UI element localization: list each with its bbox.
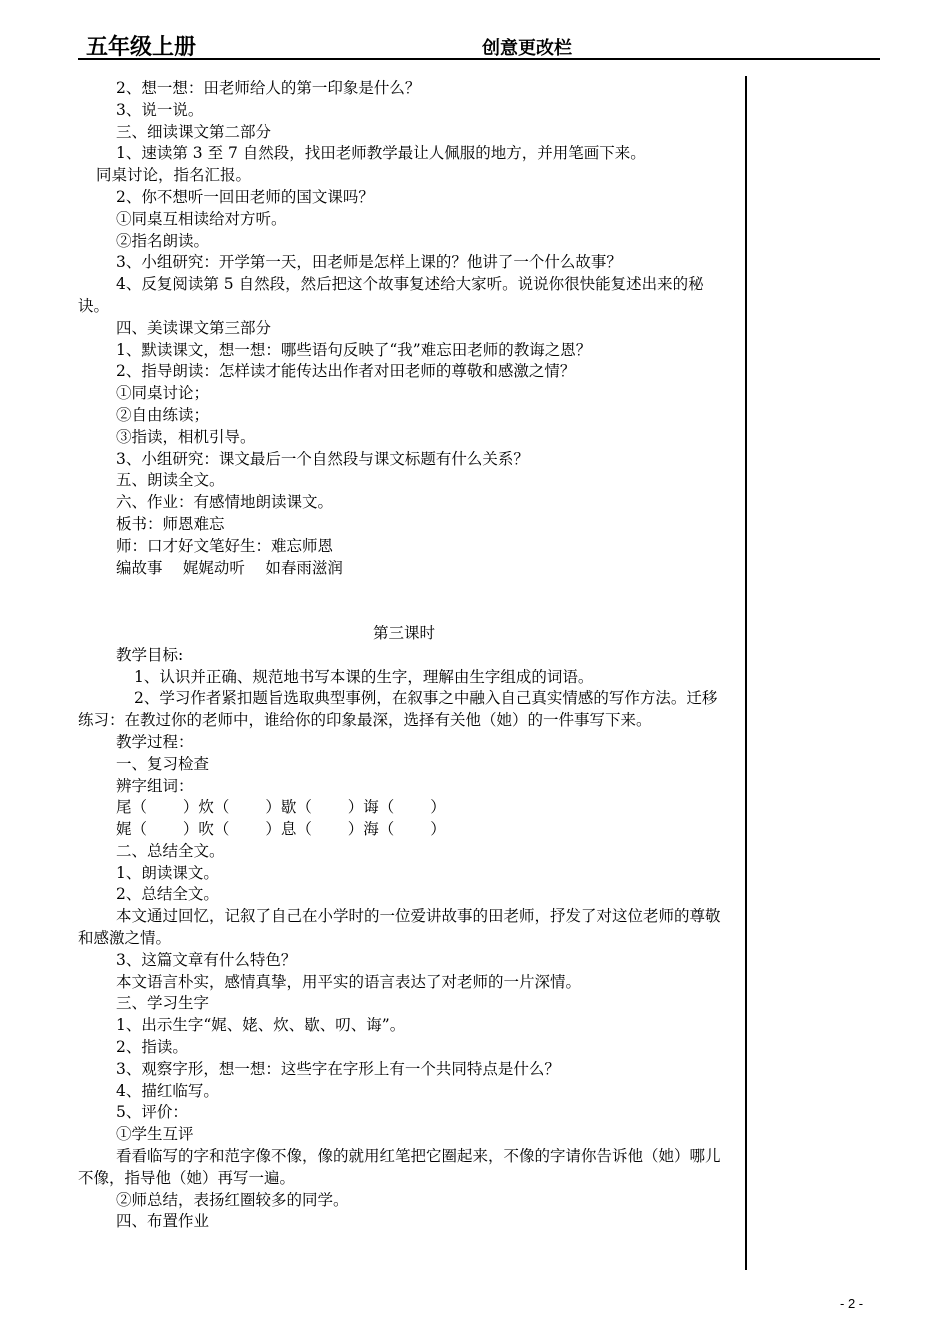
section-heading: 三、细读课文第二部分: [116, 122, 272, 141]
lesson-body: [78, 78, 730, 1233]
character-exercise-line: 尾（ ）炊（ ）歇（ ）诲（ ）: [116, 798, 446, 817]
text-line: 2、总结全文。: [116, 885, 219, 904]
section-heading: 五、朗读全文。: [116, 471, 225, 490]
text-line: 5、评价：: [116, 1103, 188, 1122]
section-heading: 三、学习生字: [116, 994, 210, 1013]
text-paragraph: 本文通过回忆，记叙了自己在小学时的一位爱讲故事的田老师，抒发了对这位老师的尊敬和感激之情。: [78, 907, 721, 948]
text-line: ②指名朗读。: [116, 231, 210, 250]
text-line: 4、描红临写。: [116, 1081, 219, 1100]
text-line: 1、出示生字“娓、姥、炊、歇、叨、诲”。: [116, 1016, 406, 1035]
text-line: 2、你不想听一回田老师的国文课吗？: [116, 187, 374, 206]
section-heading: 二、总结全文。: [116, 841, 225, 860]
text-line: ①同桌讨论；: [116, 384, 210, 403]
text-line: ②师总结，表扬红圈较多的同学。: [116, 1190, 349, 1209]
text-line: 3、观察字形，想一想：这些字在字形上有一个共同特点是什么？: [116, 1059, 560, 1078]
text-line: 辨字组词：: [116, 776, 194, 795]
page-number: - 2 -: [840, 1296, 864, 1311]
section-heading: 教学过程：: [116, 732, 194, 751]
text-paragraph: 4、反复阅读第 5 自然段，然后把这个故事复述给大家听。说说你很快能复述出来的秘诀。: [78, 275, 704, 315]
revision-column-divider: [745, 76, 747, 1270]
text-line: 1、朗读课文。: [116, 863, 219, 882]
revision-column-title: 创意更改栏: [482, 38, 572, 59]
text-line: 2、想一想：田老师给人的第一印象是什么？: [116, 79, 421, 97]
text-line: ③指读，相机引导。: [116, 427, 256, 446]
character-exercise-line: 娓（ ）吹（ ）息（ ）海（ ）: [116, 820, 446, 839]
text-line: 3、小组研究：开学第一天，田老师是怎样上课的？他讲了一个什么故事？: [116, 253, 622, 272]
page-header: [78, 28, 880, 60]
text-line: ②自由练读；: [116, 405, 210, 424]
text-line: ①学生互评: [116, 1125, 194, 1144]
text-line: ①同桌互相读给对方听。: [116, 209, 287, 228]
section-heading: 四、美读课文第三部分: [116, 318, 272, 337]
text-line: 本文语言朴实，感情真挚，用平实的语言表达了对老师的一片深情。: [116, 972, 582, 991]
blackboard-title: 板书：师恩难忘: [116, 514, 225, 533]
text-line: 2、指读。: [116, 1038, 188, 1057]
section-heading: 六、作业：有感情地朗读课文。: [116, 493, 334, 512]
lesson-period-title: 第三课时: [372, 623, 435, 642]
text-line: 1、认识并正确、规范地书写本课的生字，理解由生字组成的词语。: [134, 667, 594, 686]
text-line: 1、默读课文，想一想：哪些语句反映了“我”难忘田老师的教诲之恩？: [116, 340, 592, 359]
text-line: 同桌讨论，指名汇报。: [96, 166, 252, 185]
text-line: 2、指导朗读：怎样读才能传达出作者对田老师的尊敬和感激之情？: [116, 362, 576, 381]
text-line: 3、说一说。: [116, 100, 204, 119]
text-line: 3、小组研究：课文最后一个自然段与课文标题有什么关系？: [116, 449, 529, 468]
grade-title: 五年级上册: [86, 35, 197, 60]
section-heading: 四、布置作业: [116, 1212, 210, 1231]
text-paragraph: 2、学习作者紧扣题旨选取典型事例，在叙事之中融入自己真实情感的写作方法。迁移练习：在教过你的老师中，谁给你的印象最深，选择有关他（她）的一件事写下来。: [78, 689, 718, 730]
section-heading: 一、复习检查: [116, 754, 210, 773]
blackboard-line: 师：口才好文笔好生：难忘师恩: [116, 536, 334, 555]
text-line: 1、速读第 3 至 7 自然段，找田老师教学最让人佩服的地方，并用笔画下来。: [116, 144, 646, 163]
text-line: 3、这篇文章有什么特色？: [116, 950, 297, 969]
text-paragraph: 看看临写的字和范字像不像，像的就用红笔把它圈起来，不像的字请你告诉他（她）哪儿不像，指导他（她）再写一遍。: [78, 1147, 721, 1187]
section-heading: 教学目标:: [116, 645, 184, 664]
blackboard-line: 编故事 娓娓动听 如春雨滋润: [116, 558, 343, 577]
